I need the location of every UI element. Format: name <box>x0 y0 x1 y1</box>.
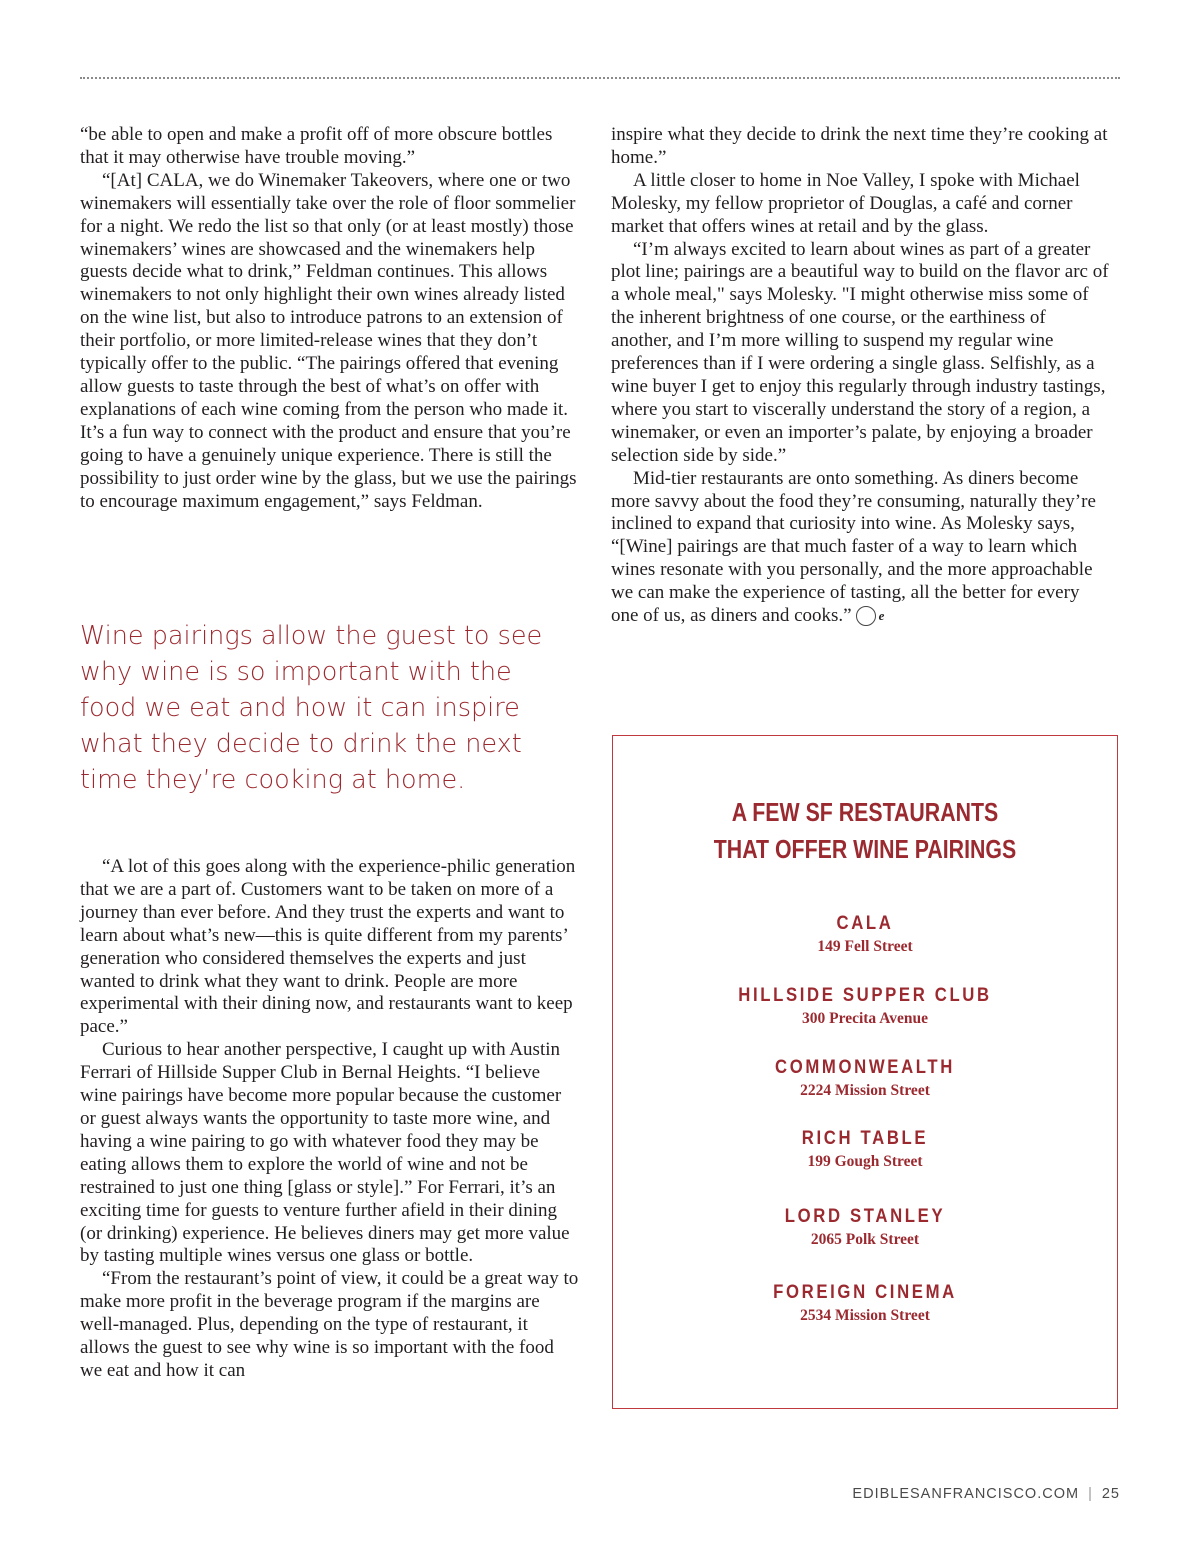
restaurant-entry <box>613 912 1117 958</box>
restaurant-entry <box>613 1205 1117 1251</box>
sidebar-title-line: THAT OFFER WINE PAIRINGS <box>713 834 1017 864</box>
restaurant-entry <box>613 984 1117 1030</box>
body-paragraph: “be able to open and make a profit off of more obscure bottles that it may otherwise have trouble moving.” <box>80 124 553 168</box>
body-paragraph: “[At] CALA, we do Winemaker Takeovers, where one or two winemakers will essentially take over the role of floor sommelier for a night. We redo the list so that only (or at least mostly) those winemakers’ wines are showcased and the winemakers help guests decide what to drink,” Feldman continues. This allows winemakers to not only highlight their own wines already listed on the wine list, but also to introduce patrons to an extension of their portfolio, or more limited-release wines that they don’t typically offer to the public. “The pairings offered that evening allow guests to taste through the best of what’s on offer with explanations of each wine coming from the person who made it. It’s a fun way to connect with the product and ensure that you’re going to have a genuinely unique experience. There is still the possibility to just order wine by the glass, but we use the pairings to encourage maximum engagement,” says Feldman. <box>80 169 577 512</box>
restaurant-address: 149 Fell Street <box>817 938 913 955</box>
sidebar-title <box>658 794 1071 868</box>
body-paragraph: “From the restaurant’s point of view, it could be a great way to make more profit in the beverage program if the margins are well-managed. Plus, depending on the type of restaurant, it allows the guest to see why wine is so important with the food we eat and how it can <box>80 1268 579 1381</box>
restaurant-address: 199 Gough Street <box>807 1153 923 1170</box>
body-paragraph: inspire what they decide to drink the next time they’re cooking at home.” <box>611 124 1108 168</box>
body-paragraph-final <box>611 468 1111 628</box>
restaurant-name: HILLSIDE SUPPER CLUB <box>738 985 992 1006</box>
edible-end-mark-icon: e <box>856 606 876 626</box>
page-footer <box>852 1486 1120 1502</box>
article-column-right <box>611 124 1111 628</box>
restaurant-name: FOREIGN CINEMA <box>773 1282 957 1303</box>
restaurant-name: LORD STANLEY <box>784 1206 946 1227</box>
page-number: 25 <box>1101 1486 1120 1502</box>
top-dotted-rule <box>80 77 1120 79</box>
pull-quote: Wine pairings allow the guest to see why wine is so important with the food we eat and how it can inspire what they decide to drink the next time they’re cooking at home. <box>80 621 543 795</box>
article-column-left-bottom <box>80 856 580 1383</box>
sidebar-title-line: A FEW SF RESTAURANTS <box>731 797 999 827</box>
footer-site-link[interactable]: EDIBLESANFRANCISCO.COM <box>852 1486 1080 1502</box>
restaurant-address: 2065 Polk Street <box>810 1231 920 1248</box>
body-paragraph: Curious to hear another perspective, I caught up with Austin Ferrari of Hillside Supper Club in Bernal Heights. “I believe wine pairings have become more popular because the customer or guest always wants the opportunity to taste more wine, and having a wine pairing to go with whatever food they may be eating allows them to explore the world of wine and not be restrained to just one thing [glass or style].” For Ferrari, it’s an exciting time for guests to venture further afield in their dining (or drinking) experience. He believes diners may get more value by tasting multiple wines versus one glass or bottle. <box>80 1039 570 1267</box>
body-paragraph: A little closer to home in Noe Valley, I spoke with Michael Molesky, my fellow proprietor of Douglas, a café and corner market that offers wines at retail and by the glass. <box>611 169 1080 237</box>
restaurant-name: CALA <box>836 913 894 934</box>
article-column-left-top <box>80 124 580 513</box>
restaurant-entry <box>613 1056 1117 1102</box>
restaurant-name: COMMONWEALTH <box>775 1057 955 1078</box>
restaurant-name: RICH TABLE <box>801 1128 929 1149</box>
restaurant-entry <box>613 1281 1117 1327</box>
body-paragraph: “I’m always excited to learn about wines as part of a greater plot line; pairings are a beautiful way to build on the flavor arc of a whole meal," says Molesky. "I might otherwise miss some of the inherent brightness of one course, or the earthiness of another, and I’m more willing to suspend my regular wine preferences than if I were ordering a single glass. Selfishly, as a wine buyer I get to enjoy this regularly through industry tastings, where you start to viscerally understand the story of a region, a winemaker, or even an importer’s palate, by enjoying a broader selection side by side.” <box>611 238 1109 466</box>
restaurant-entry <box>613 1127 1117 1173</box>
restaurant-address: 2534 Mission Street <box>800 1307 930 1324</box>
restaurant-address: 2224 Mission Street <box>800 1082 930 1099</box>
final-paragraph-text: Mid-tier restaurants are onto something. As diners become more savvy about the food they’re consuming, naturally they’re inclined to expand that curiosity into wine. As Molesky says, “[Wine] pairings are that much faster of a way to learn which wines resonate with you personally, and the more approachable we can make the experience of tasting, all the better for every one of us, as diners and cooks.” <box>611 467 1096 627</box>
restaurant-sidebar <box>612 735 1118 1409</box>
body-paragraph: “A lot of this goes along with the experience-philic generation that we are a part of. Customers want to be taken on more of a journey than ever before. And they trust the experts and want to learn about what’s new—this is quite different from my parents’ generation who considered themselves the experts and just wanted to drink what they want to drink. People are more experimental with their dining now, and restaurants want to keep pace.” <box>80 856 576 1038</box>
restaurant-address: 300 Precita Avenue <box>802 1010 928 1027</box>
footer-separator: | <box>1088 1486 1093 1502</box>
